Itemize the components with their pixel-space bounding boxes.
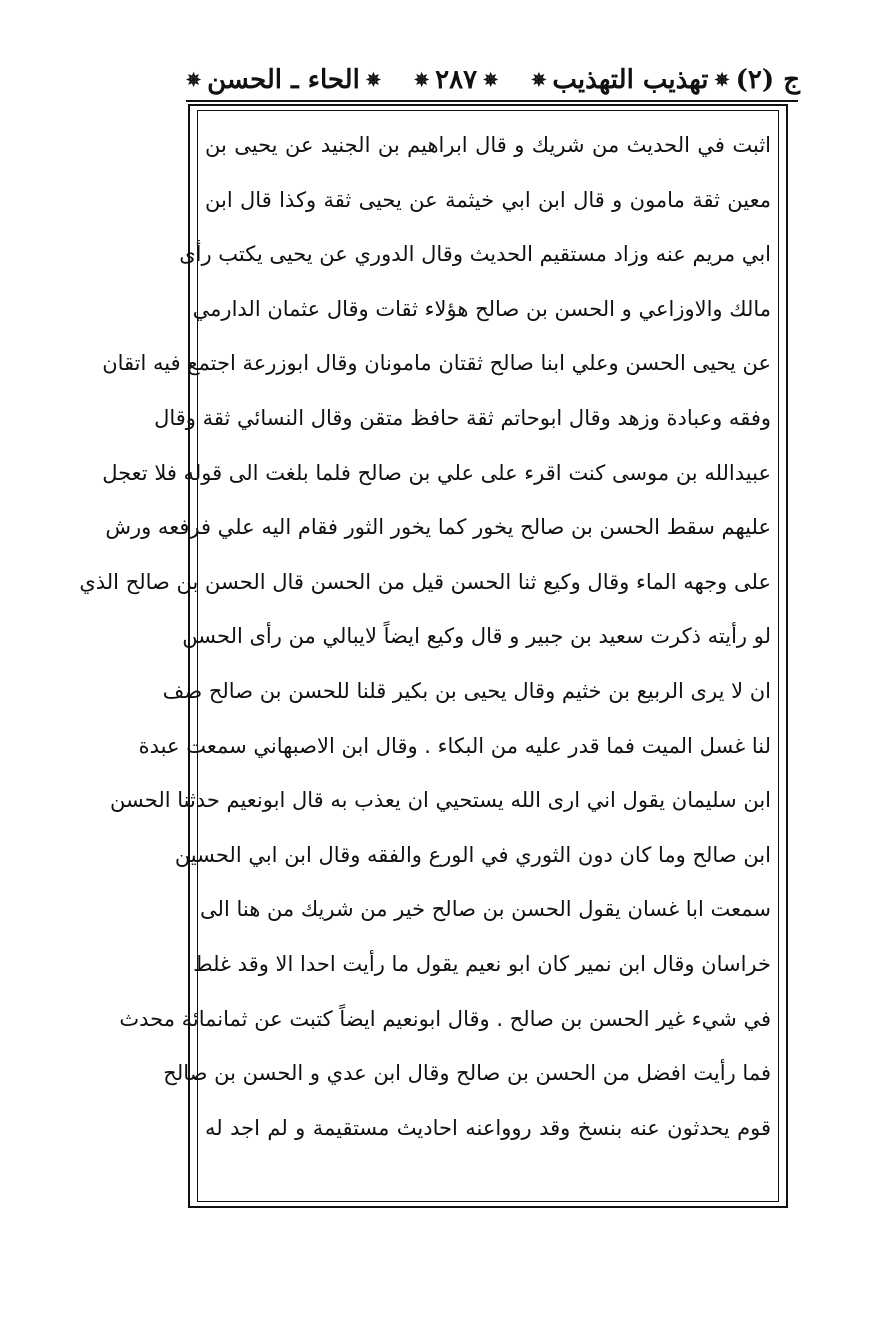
volume-segment [525, 65, 800, 95]
text-line: عن يحيى الحسن وعلي ابنا صالح ثقتان مامونان وقال ابوزرعة اجتمع فيه اتقان [102, 351, 771, 376]
text-line: على وجهه الماء وقال وكيع ثنا الحسن قيل من الحسن قال الحسن بن صالح الذي [79, 569, 771, 594]
text-line: مالك والاوزاعي و الحسن بن صالح هؤلاء ثقات وقال عثمان الدارمي [192, 296, 771, 321]
text-line: خراسان وقال ابن نمير كان ابو نعيم يقول ما رأيت احدا الا وقد غلط [193, 951, 771, 976]
text-line: لو رأيته ذكرت سعيد بن جبير و قال وكيع ايضاً لايبالي من رأى الحسن [182, 624, 771, 649]
text-line: ابن صالح وما كان دون الثوري في الورع والفقه وقال ابن ابي الحسين [174, 842, 771, 867]
text-line: عليهم سقط الحسن بن صالح يخور كما يخور الثور فقام اليه علي فرفعه ورش [105, 515, 771, 540]
text-line: وفقه وعبادة وزهد وقال ابوحاتم ثقة حافظ متقن وقال النسائي ثقة وقال [154, 405, 771, 430]
page-number: ٢٨٧ [435, 65, 478, 95]
running-header [180, 60, 800, 100]
volume-label: ج (٢) [735, 65, 800, 95]
text-line: لنا غسل الميت فما قدر عليه من البكاء . وقال ابن الاصبهاني سمعت عبدة [138, 733, 771, 758]
ornament-icon: ✵ [483, 69, 499, 91]
ornament-icon: ✵ [186, 69, 202, 91]
text-line: ابن سليمان يقول اني ارى الله يستحيي ان يعذب به قال ابونعيم حدثنا الحسن [110, 788, 771, 813]
text-line: ابي مريم عنه وزاد مستقيم الحديث وقال الدوري عن يحيى يكتب رأى [179, 242, 771, 267]
section-segment [180, 65, 387, 95]
text-line: اثبت في الحديث من شريك و قال ابراهيم بن الجنيد عن يحيى بن [205, 133, 771, 157]
text-line: عبيدالله بن موسى كنت اقرء على علي بن صالح فلما بلغت الى قوله فلا تعجل [102, 460, 771, 485]
page-number-segment [408, 65, 504, 95]
text-line: سمعت ابا غسان يقول الحسن بن صالح خير من شريك من هنا الى [200, 897, 771, 922]
header-rule [186, 100, 798, 102]
text-line: معين ثقة مامون و قال ابن ابي خيثمة عن يحيى ثقة وكذا قال ابن [205, 187, 771, 212]
text-line: قوم يحدثون عنه بنسخ وقد روواعنه احاديث مستقيمة و لم اجد له [205, 1115, 771, 1140]
ornament-icon: ✵ [714, 69, 730, 91]
text-line: فما رأيت افضل من الحسن بن صالح وقال ابن عدي و الحسن بن صالح [163, 1061, 771, 1086]
ornament-icon: ✵ [365, 69, 381, 91]
section-title: الحاء ـ الحسن [207, 65, 360, 95]
body-text [79, 118, 771, 1155]
book-title: تهذيب التهذيب [552, 65, 709, 95]
text-line: ان لا يرى الربيع بن خثيم وقال يحيى بن بكير قلنا للحسن بن صالح صف [162, 678, 771, 703]
ornament-icon: ✵ [531, 69, 547, 91]
ornament-icon: ✵ [414, 69, 430, 91]
text-line: في شيء غير الحسن بن صالح . وقال ابونعيم ايضاً كتبت عن ثمانمائة محدث [119, 1006, 771, 1031]
